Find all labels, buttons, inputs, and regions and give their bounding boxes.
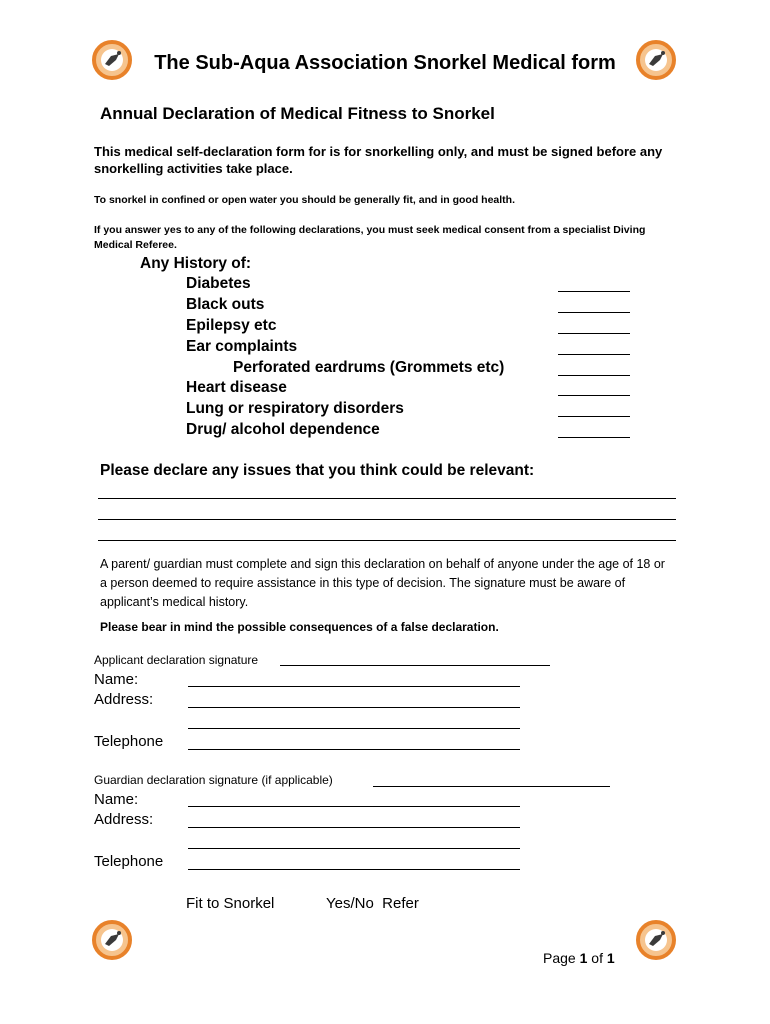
declare-issues-question: Please declare any issues that you think could be relevant: xyxy=(100,462,535,479)
guardian-paragraph: A parent/ guardian must complete and sign this declaration on behalf of anyone under the age of 18 or a person deemed to require assistance in this type of decision. The signature must be aware of applicant’s medical history. xyxy=(100,557,665,609)
applicant-signature-field[interactable] xyxy=(280,665,550,666)
applicant-name-field[interactable] xyxy=(188,686,520,687)
guardian-signature-field[interactable] xyxy=(373,786,610,787)
issues-line-1[interactable] xyxy=(98,498,676,499)
history-item-epilepsy: Epilepsy etc xyxy=(186,317,277,334)
answer-blank-lung[interactable] xyxy=(558,416,630,417)
consent-note: If you answer yes to any of the following declarations, you must seek medical consent from a specialist Diving Medical Referee. xyxy=(94,224,646,251)
answer-blank-heart-disease[interactable] xyxy=(558,395,630,396)
history-item-diabetes: Diabetes xyxy=(186,275,251,292)
applicant-address-field-1[interactable] xyxy=(188,707,520,708)
fit-to-snorkel-label: Fit to Snorkel xyxy=(186,895,275,912)
history-item-black-outs: Black outs xyxy=(186,296,265,313)
guardian-telephone-label: Telephone xyxy=(94,853,164,870)
page-prefix: Page xyxy=(543,950,576,966)
guardian-name-label: Name: xyxy=(94,791,139,808)
guardian-telephone-field[interactable] xyxy=(188,869,520,870)
form-subtitle: Annual Declaration of Medical Fitness to Snorkel xyxy=(100,104,495,123)
history-item-lung: Lung or respiratory disorders xyxy=(186,400,404,417)
history-item-ear-complaints: Ear complaints xyxy=(186,338,298,355)
page-of: of xyxy=(591,950,603,966)
intro-text: This medical self-declaration form for is for snorkelling only, and must be signed before any snorkelling activities take place. xyxy=(94,144,663,176)
applicant-address-field-2[interactable] xyxy=(188,728,520,729)
history-item-heart-disease: Heart disease xyxy=(186,379,287,396)
issues-line-2[interactable] xyxy=(98,519,676,520)
guardian-address-field-2[interactable] xyxy=(188,848,520,849)
sub-aqua-logo-bottom-left xyxy=(92,920,132,960)
guardian-address-field-1[interactable] xyxy=(188,827,520,828)
answer-blank-ear-complaints[interactable] xyxy=(558,354,630,355)
applicant-telephone-field[interactable] xyxy=(188,749,520,750)
fit-options[interactable]: Yes/No Refer xyxy=(326,895,419,912)
page-total: 1 xyxy=(606,950,615,966)
page-indicator xyxy=(543,950,615,966)
guardian-address-label: Address: xyxy=(94,811,154,828)
answer-blank-diabetes[interactable] xyxy=(558,291,630,292)
applicant-address-label: Address: xyxy=(94,691,154,708)
issues-line-3[interactable] xyxy=(98,540,676,541)
history-item-perforated-eardrums: Perforated eardrums (Grommets etc) xyxy=(233,359,505,376)
guardian-signature-label: Guardian declaration signature (if applicable) xyxy=(94,773,333,787)
applicant-telephone-label: Telephone xyxy=(94,733,164,750)
history-item-drug-alcohol: Drug/ alcohol dependence xyxy=(186,421,380,438)
answer-blank-black-outs[interactable] xyxy=(558,312,630,313)
sub-aqua-logo-bottom-right xyxy=(636,920,676,960)
page-number: 1 xyxy=(579,950,588,966)
answer-blank-perforated-eardrums[interactable] xyxy=(558,375,630,376)
guardian-name-field[interactable] xyxy=(188,806,520,807)
applicant-name-label: Name: xyxy=(94,671,139,688)
answer-blank-drug-alcohol[interactable] xyxy=(558,437,630,438)
answer-blank-epilepsy[interactable] xyxy=(558,333,630,334)
form-title: The Sub-Aqua Association Snorkel Medical form xyxy=(154,52,616,74)
fitness-note: To snorkel in confined or open water you should be generally fit, and in good health. xyxy=(94,194,516,206)
applicant-signature-label: Applicant declaration signature xyxy=(94,653,259,667)
false-declaration-note: Please bear in mind the possible consequences of a false declaration. xyxy=(100,620,499,634)
history-heading: Any History of: xyxy=(140,255,252,272)
